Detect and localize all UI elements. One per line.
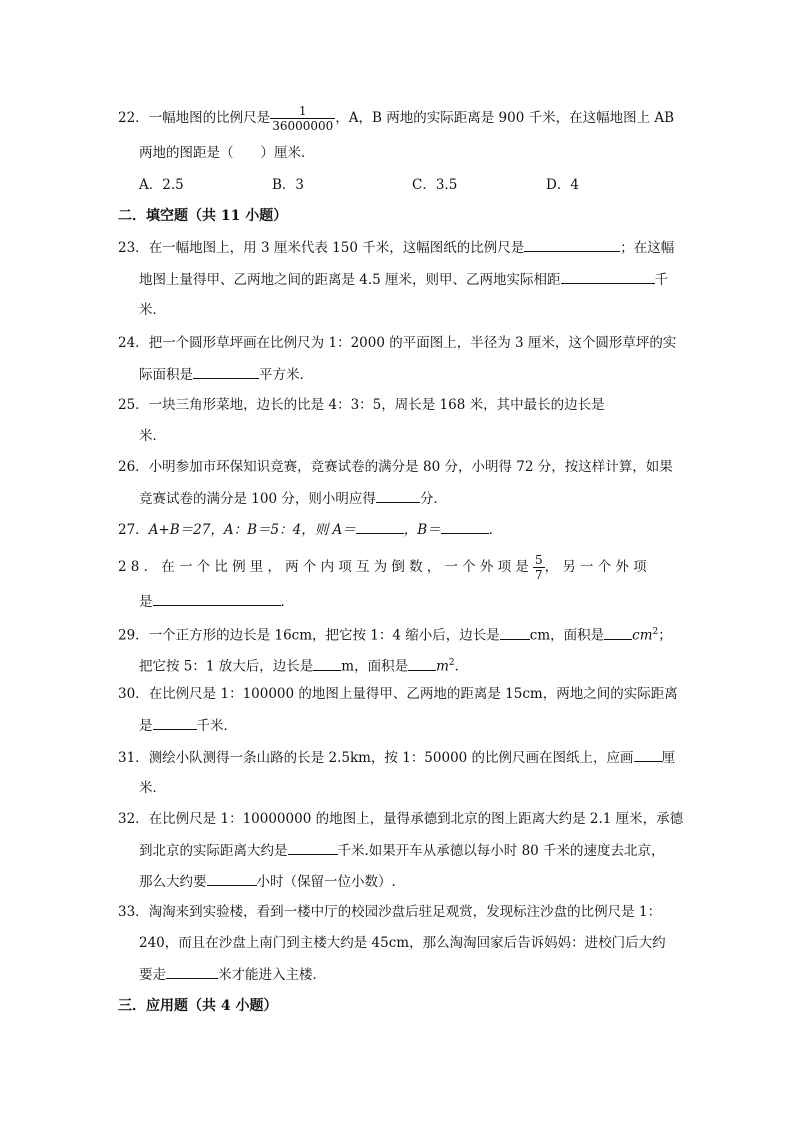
answer-blank[interactable]	[193, 364, 259, 379]
superscript: 2	[652, 627, 659, 637]
question-number: 26．	[118, 459, 149, 475]
outer-term-fraction	[533, 553, 545, 582]
question-text: 是	[139, 594, 153, 610]
question-number: 32．	[118, 811, 149, 827]
answer-blank[interactable]	[153, 715, 197, 730]
question-28-line1	[118, 553, 651, 582]
option-d: D．4	[546, 177, 579, 193]
question-text: ，另一个外项	[544, 559, 651, 575]
question-25-line1	[118, 395, 605, 415]
question-text: 际面积是	[139, 367, 193, 383]
question-number: 29．	[118, 627, 149, 644]
question-text: 米才能进入主楼．	[218, 967, 326, 983]
question-number: 27．	[118, 522, 149, 538]
option-b: B．3	[272, 177, 305, 193]
question-text: 测绘小队测得一条山路的长是 2.5km，按 1：50000 的比例尺画在图纸上，应画	[148, 750, 634, 766]
fraction-denominator: 36000000	[272, 119, 334, 133]
question-text: 竞赛试卷的满分是 100 分，则小明应得	[139, 491, 376, 507]
question-30-line1	[118, 684, 678, 704]
question-25-line2: 米．	[139, 428, 166, 444]
option-c: C．3.5	[412, 177, 458, 193]
fraction-numerator: 5	[534, 553, 543, 567]
question-text: 平方米．	[259, 367, 313, 383]
section-heading-application: 三．应用题（共 4 小题）	[118, 998, 278, 1014]
question-30-line2	[139, 715, 237, 736]
question-text: 小时（保留一位小数）.	[256, 874, 396, 890]
question-text: ；在这幅	[620, 240, 675, 256]
question-text: ．	[488, 522, 503, 538]
question-26-line1	[118, 457, 673, 477]
question-text: cm，面积是	[529, 627, 605, 644]
question-text: 把它按 5：1 放大后，边长是	[139, 658, 314, 675]
question-text: 到北京的实际距离大约是	[139, 843, 288, 859]
answer-blank-b[interactable]	[441, 519, 489, 534]
question-number: 28．	[118, 559, 162, 575]
question-33-line2: 240，而且在沙盘上南门到主楼大约是 45cm，那么淘淘回家后告诉妈妈：进校门后大约	[139, 935, 666, 951]
scale-fraction	[270, 104, 335, 133]
question-23-line2	[139, 269, 668, 290]
section-heading-fill-in: 二．填空题（共 11 小题）	[118, 208, 288, 224]
question-text: 分．	[419, 491, 447, 507]
question-26-line2	[139, 488, 447, 509]
question-31-line2: 米．	[139, 780, 166, 796]
question-32-line3	[139, 871, 396, 892]
question-text: 一幅地图的比例尺是	[148, 110, 271, 126]
question-text: 是	[139, 718, 153, 734]
answer-blank[interactable]	[288, 840, 338, 855]
answer-blank[interactable]	[207, 871, 257, 886]
question-text: 千米．	[196, 718, 237, 734]
fraction-denominator: 7	[534, 568, 543, 582]
question-text: 把一个圆形草坪画在比例尺为 1：2000 的平面图上，半径为 3 厘米，这个圆形草坪的实	[148, 335, 677, 351]
answer-blank[interactable]	[166, 964, 218, 979]
question-text: 在比例尺是 1：100000 的地图上量得甲、乙两地的距离是 15cm，两地之间的实际距离	[148, 686, 678, 702]
answer-blank[interactable]	[376, 488, 420, 503]
question-29-line1	[118, 622, 672, 646]
question-text: 一块三角形菜地，边长的比是 4：3：5，周长是 168 米，其中最长的边长是	[148, 397, 605, 413]
superscript: 2	[448, 658, 455, 668]
question-text: A+B＝27，A：B＝5：4，则 A＝	[148, 522, 356, 538]
question-number: 25．	[118, 397, 149, 413]
unit-text: cm	[632, 627, 653, 644]
question-text: m，面积是	[341, 658, 409, 675]
question-text: 要走	[139, 967, 166, 983]
question-text: 厘	[661, 750, 676, 766]
answer-blank[interactable]	[604, 625, 632, 640]
question-23-line1	[118, 237, 674, 258]
question-24-line2	[139, 364, 313, 385]
question-text: ；	[658, 627, 672, 644]
question-text: 在一幅地图上，用 3 厘米代表 150 千米，这幅图纸的比例尺是	[148, 240, 525, 256]
question-text: 地图上量得甲、乙两地之间的距离是 4.5 厘米，则甲、乙两地实际相距	[139, 272, 561, 288]
question-text: 千	[654, 272, 669, 288]
answer-blank[interactable]	[408, 656, 436, 671]
question-23-line3: 米．	[139, 302, 166, 318]
question-text: 一个正方形的边长是 16cm，把它按 1：4 缩小后，边长是	[148, 627, 500, 644]
question-number: 22．	[118, 110, 149, 126]
question-28-line2	[139, 591, 294, 612]
answer-blank[interactable]	[153, 591, 281, 606]
question-text: 小明参加市环保知识竞赛，竞赛试卷的满分是 80 分，小明得 72 分，按这样计算，如果	[148, 459, 673, 475]
question-text: ，A，B 两地的实际距离是 900 千米，在这幅地图上 AB	[335, 110, 675, 126]
answer-blank[interactable]	[500, 625, 530, 640]
question-32-line1	[118, 809, 683, 829]
question-text: ．	[280, 594, 294, 610]
question-text: 千米.如果开车从承德以每小时 80 千米的速度去北京，	[337, 843, 665, 859]
unit-text: m	[436, 658, 449, 675]
question-text: 淘淘来到实验楼，看到一楼中厅的校园沙盘后驻足观赏，发现标注沙盘的比例尺是 1：	[148, 904, 662, 920]
question-number: 33．	[118, 904, 149, 920]
question-text: ，B＝	[403, 522, 441, 538]
answer-blank[interactable]	[524, 237, 620, 252]
fraction-numerator: 1	[270, 104, 335, 119]
option-a: A．2.5	[139, 177, 184, 193]
answer-blank[interactable]	[313, 656, 341, 671]
question-33-line3	[139, 964, 326, 985]
answer-blank-a[interactable]	[356, 519, 404, 534]
question-31-line1	[118, 747, 675, 768]
question-number: 30．	[118, 686, 149, 702]
question-number: 23．	[118, 240, 149, 256]
question-27-line1	[118, 519, 502, 540]
question-33-line1	[118, 902, 661, 922]
question-text: ．	[454, 658, 469, 675]
question-29-line2	[139, 653, 468, 677]
question-number: 31．	[118, 750, 149, 766]
question-22-line1	[118, 104, 674, 133]
question-22-line2: 两地的图距是（ ）厘米．	[139, 145, 315, 161]
question-text: 在比例尺是 1：10000000 的地图上，量得承德到北京的图上距离大约是 2.1 厘米，承德	[148, 811, 684, 827]
answer-blank[interactable]	[634, 747, 662, 762]
question-text: 那么大约要	[139, 874, 207, 890]
question-24-line1	[118, 333, 676, 353]
question-number: 24．	[118, 335, 149, 351]
question-text: 在一个比例里，两个内项互为倒数，一个外项是	[161, 559, 533, 575]
question-32-line2	[139, 840, 665, 861]
answer-blank[interactable]	[561, 269, 655, 284]
